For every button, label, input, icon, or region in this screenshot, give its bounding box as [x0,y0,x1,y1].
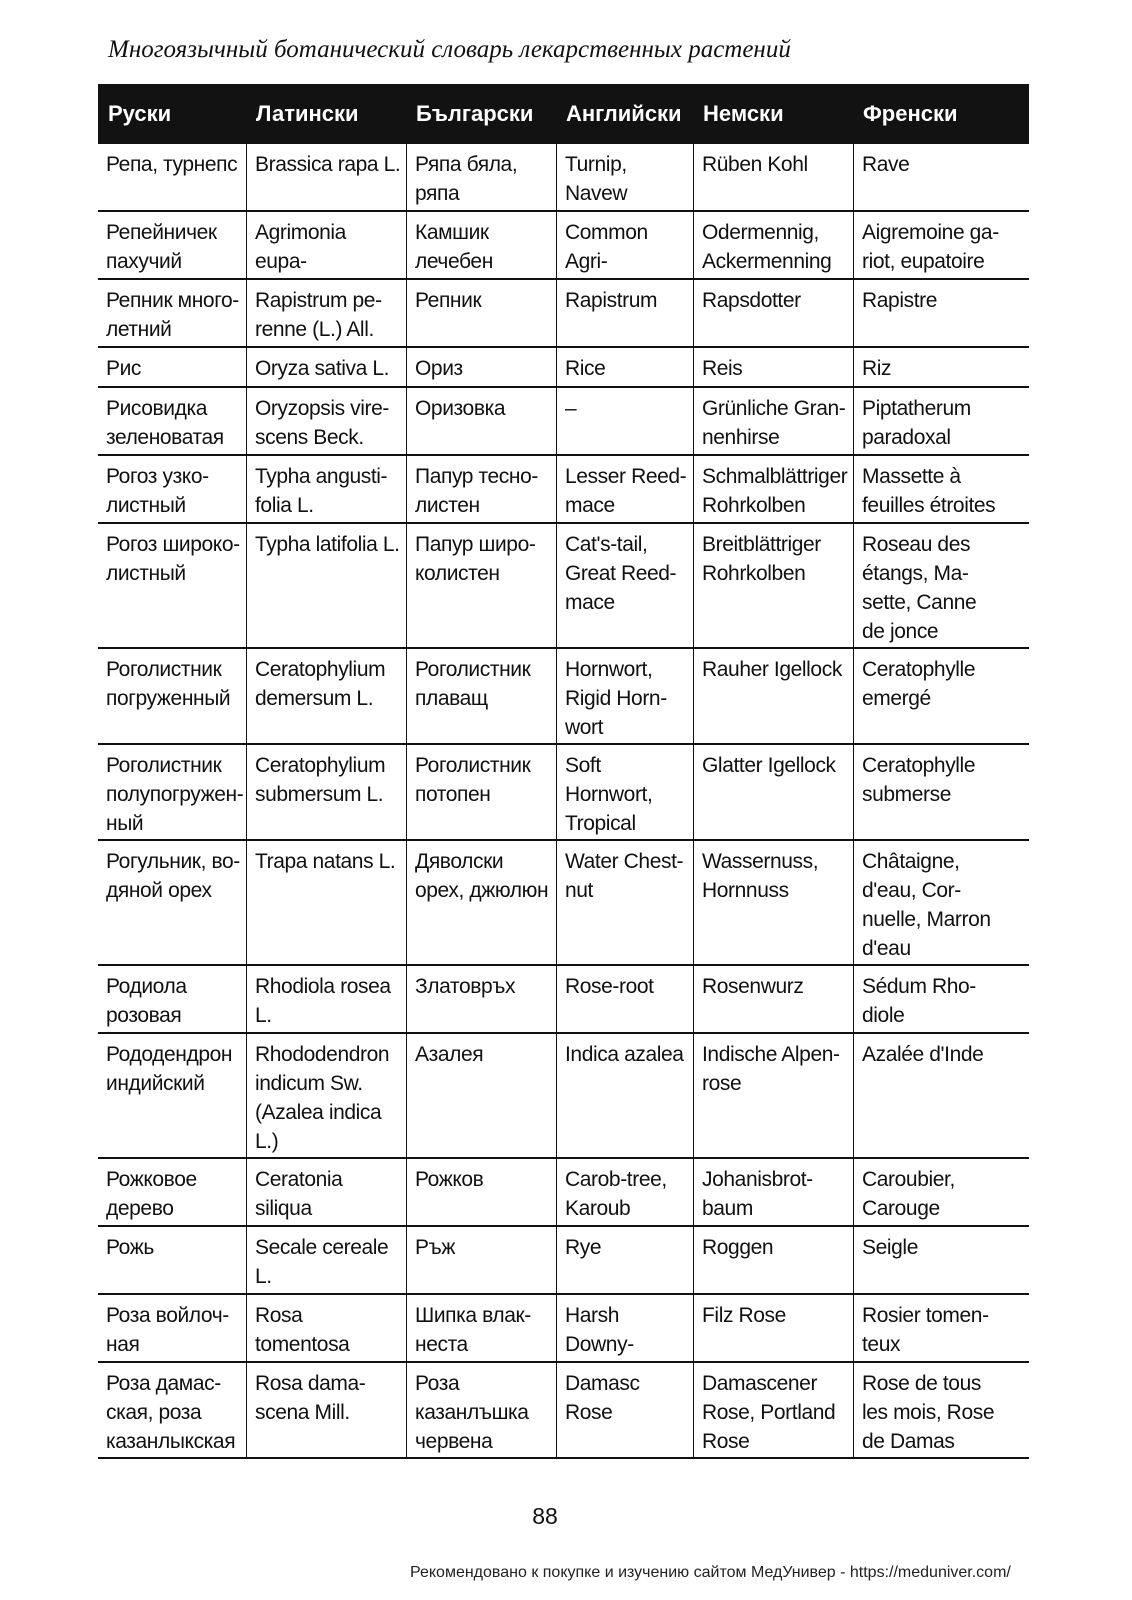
table-row [98,966,1029,1034]
cell-english: Damasc Rose [556,1363,693,1457]
column-header-latin: Латински [256,101,359,126]
cell-german: Rosenwurz [693,966,853,1032]
cell-english: Water Chest- nut [556,841,693,964]
cell-german: Rüben Kohl [693,144,853,210]
cell-english: Carob-tree, Karoub [556,1159,693,1225]
cell-latin: Rosa dama- scena Mill. [246,1363,406,1457]
cell-russian: Репа, турнепс [106,153,238,176]
cell-latin: Secale cereale L. [246,1227,406,1293]
cell-russian: Рисовидка зеленоватая [106,397,224,449]
cell-french: Rave [853,144,1029,210]
table-row [98,524,1029,649]
cell-german: Schmalblättriger Rohrkolben [693,456,853,522]
cell-bulgarian: Репник [406,280,556,346]
column-header-french: Френски [863,101,958,126]
cell-german: Breitblättriger Rohrkolben [693,524,853,647]
table-row [98,456,1029,524]
column-header-russian: Руски [108,101,172,126]
cell-french: Rosier tomen- teux [853,1295,1029,1361]
cell-bulgarian: Ориз [406,348,556,386]
cell-german: Roggen [693,1227,853,1293]
cell-russian: Рогоз узко- листный [106,465,209,517]
cell-german: Odermennig, Ackermenning [693,212,853,278]
cell-french: Sédum Rho- diole [853,966,1029,1032]
cell-french: Aigremoine ga- riot, eupatoire [853,212,1029,278]
cell-bulgarian: Камшик лечебен [406,212,556,278]
cell-german: Wassernuss, Hornnuss [693,841,853,964]
table-header-row [98,84,1029,144]
cell-latin: Ceratophylium submersum L. [246,745,406,839]
table-row [98,144,1029,212]
cell-french: Châtaigne, d'eau, Cor- nuelle, Marron d'eau [853,841,1029,964]
cell-russian: Рогульник, во- дяной орех [106,850,240,902]
cell-german: Glatter Igellock [693,745,853,839]
cell-english: Common Agri- [556,212,693,278]
cell-russian: Рожь [106,1236,154,1259]
table-row [98,348,1029,388]
cell-french: Piptatherum paradoxal [853,388,1029,454]
table-row [98,1034,1029,1159]
cell-bulgarian: Шипка влак- неста [406,1295,556,1361]
cell-russian: Роголистник погруженный [106,658,231,710]
cell-french: Massette à feuilles étroites [853,456,1029,522]
cell-latin: Oryzopsis vire- scens Beck. [246,388,406,454]
cell-russian: Репейничек пахучий [106,221,217,273]
cell-french: Ceratophylle submerse [853,745,1029,839]
table-row [98,649,1029,745]
cell-bulgarian: Ряпа бяла, ряпа [406,144,556,210]
cell-english: Cat's-tail, Great Reed- mace [556,524,693,647]
cell-german: Rapsdotter [693,280,853,346]
cell-bulgarian: Оризовка [406,388,556,454]
cell-french: Seigle [853,1227,1029,1293]
cell-latin: Agrimonia eupa- [246,212,406,278]
cell-english: Rapistrum [556,280,693,346]
cell-english: Rice [556,348,693,386]
table-row [98,212,1029,280]
cell-russian: Роза войлоч- ная [106,1304,229,1356]
column-header-english: Английски [566,101,682,126]
cell-german: Filz Rose [693,1295,853,1361]
cell-bulgarian: Азалея [406,1034,556,1157]
table-body [98,144,1029,1459]
table-row [98,388,1029,456]
cell-latin: Typha latifolia L. [246,524,406,647]
cell-bulgarian: Роголистник плаващ [406,649,556,743]
cell-english: Rye [556,1227,693,1293]
cell-bulgarian: Златовръх [406,966,556,1032]
cell-russian: Роза дамас- ская, роза казанлыкская [106,1372,236,1453]
cell-english: Lesser Reed- mace [556,456,693,522]
footer-note: Рекомендовано к покупке и изучению сайтом МедУнивер - https://meduniver.com/ [410,1564,1011,1581]
cell-german: Damascener Rose, Portland Rose [693,1363,853,1457]
dictionary-table [98,84,1029,1459]
cell-latin: Brassica rapa L. [246,144,406,210]
cell-bulgarian: Рожков [406,1159,556,1225]
cell-english: – [556,388,693,454]
cell-french: Riz [853,348,1029,386]
table-row [98,280,1029,348]
table-row [98,1363,1029,1459]
cell-english: Indica azalea [556,1034,693,1157]
cell-french: Rapistre [853,280,1029,346]
cell-russian: Репник много- летний [106,289,239,341]
cell-french: Caroubier, Carouge [853,1159,1029,1225]
table-row [98,841,1029,966]
cell-german: Johanisbrot- baum [693,1159,853,1225]
column-header-german: Немски [703,101,784,126]
table-row [98,745,1029,841]
cell-german: Grünliche Gran- nenhirse [693,388,853,454]
cell-latin: Trapa natans L. [246,841,406,964]
cell-bulgarian: Ръж [406,1227,556,1293]
cell-english: Hornwort, Rigid Horn- wort [556,649,693,743]
cell-french: Rose de tous les mois, Rose de Damas [853,1363,1029,1457]
cell-latin: Ceratonia siliqua [246,1159,406,1225]
cell-latin: Rosa tomentosa [246,1295,406,1361]
cell-english: Soft Hornwort, Tropical [556,745,693,839]
cell-german: Indische Alpen- rose [693,1034,853,1157]
cell-bulgarian: Папур широ- колистен [406,524,556,647]
cell-english: Turnip, Navew [556,144,693,210]
cell-russian: Рожковое дерево [106,1168,197,1220]
cell-latin: Typha angusti- folia L. [246,456,406,522]
cell-russian: Роголистник полупогружен- ный [106,754,244,835]
cell-bulgarian: Роголистник потопен [406,745,556,839]
cell-latin: Rhodiola rosea L. [246,966,406,1032]
cell-french: Azalée d'Inde [853,1034,1029,1157]
cell-french: Ceratophylle emergé [853,649,1029,743]
cell-german: Rauher Igellock [693,649,853,743]
cell-latin: Ceratophylium demersum L. [246,649,406,743]
cell-bulgarian: Дяволски орех, джюлюн [406,841,556,964]
table-row [98,1159,1029,1227]
cell-french: Roseau des étangs, Ma- sette, Canne de jonce [853,524,1029,647]
cell-english: Harsh Downy- [556,1295,693,1361]
cell-english: Rose-root [556,966,693,1032]
cell-latin: Rhododendron indicum Sw. (Azalea indica L.) [246,1034,406,1157]
page-number: 88 [532,1503,558,1529]
cell-latin: Rapistrum pe- renne (L.) All. [246,280,406,346]
cell-russian: Родиола розовая [106,975,187,1027]
column-header-bulgarian: Български [416,101,534,126]
table-row [98,1295,1029,1363]
cell-russian: Рододендрон индийский [106,1043,233,1095]
cell-bulgarian: Папур тесно- листен [406,456,556,522]
page-title: Многоязычный ботанический словарь лекарственных растений [108,36,791,63]
cell-bulgarian: Роза казанлъшка червена [406,1363,556,1457]
table-row [98,1227,1029,1295]
cell-russian: Рогоз широко- листный [106,533,240,585]
cell-latin: Oryza sativa L. [246,348,406,386]
cell-russian: Рис [106,357,142,380]
cell-german: Reis [693,348,853,386]
